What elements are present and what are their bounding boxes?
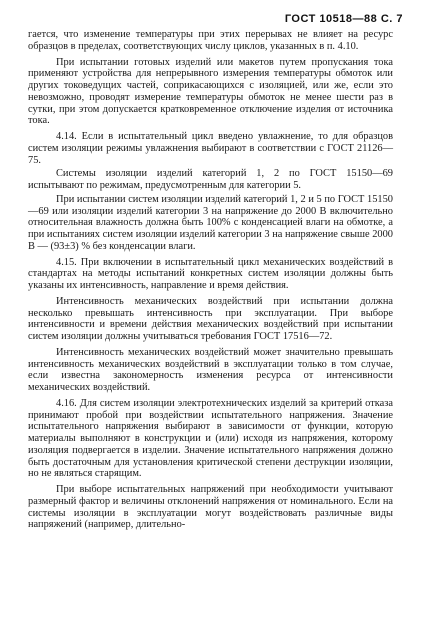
page-header: ГОСТ 10518—88 С. 7	[284, 13, 403, 25]
paragraph-4-16: 4.16. Для систем изоляции электротехнических изделий за критерий отказа принимают пробой при воздействии испытательного напряжения. Значение испытательного напряжения выбирают в зависимости от функции, которую материалы выполняют в конструкции и (или) исходя из напряжения, которому изоляция подвергается в изделии. Значение испытательного напряжения должно быть достаточным для установления критической степени деструкции изоляции, но не являться старящим.	[28, 397, 393, 480]
paragraph-4-15: 4.15. При включении в испытательный цикл механических воздействий в стандартах на методы испытаний конкретных систем изоляции должны быть указаны их интенсивность, направление и время действия.	[28, 256, 393, 291]
paragraph-continuation: гается, что изменение температуры при этих перерывах не влияет на ресурс образцов в пределах, соответствующих числу циклов, указанных в п. 4.10.	[28, 29, 393, 52]
paragraph-humidity: При испытании систем изоляции изделий категорий 1, 2 и 5 по ГОСТ 15150—69 или изоляции изделий категории 3 на напряжение до 2000 В включительно относительная влажность должна быть 100% с конденсацией влаги на обмотке, а при испытаниях систем изоляции изделий категории 3 на напряжение свыше 2000 В — (93±3) % без конденсации влаги.	[28, 193, 394, 252]
paragraph-test-voltage: При выборе испытательных напряжений при необходимости учитывают размерный фактор и величины отклонений напряжения от номинального. Если на системы изоляции в эксплуатации могут воздействовать различные виды напряжений (например, длительно-	[28, 484, 393, 531]
paragraph-temperature-measurement: При испытании готовых изделий или макетов путем пропускания тока применяют устройства для непрерывного измерения температуры обмоток или других токоведущих частей, соприкасающихся с изоляцией, или же, если это невозможно, проводят измерение температуры обмоток не менее шести раз в сутки, при этом допускается кратковременное отключение изделия от источника тока.	[28, 56, 393, 127]
paragraph-intensity-exceed: Интенсивность механических воздействий может значительно превышать интенсивность механических воздействий в эксплуатации только в том случае, если известна закономерность изменения ресурса от интенсивности механических воздействий.	[28, 346, 393, 393]
paragraph-4-14: 4.14. Если в испытательный цикл введено увлажнение, то для образцов систем изоляции режимы увлажнения выбирают в соответствии с ГОСТ 21126—75.	[28, 131, 393, 166]
document-body	[28, 29, 393, 535]
paragraph-categories: Системы изоляции изделий категорий 1, 2 по ГОСТ 15150—69 испытывают по режимам, предусмотренным для категории 5.	[28, 168, 393, 191]
paragraph-intensity: Интенсивность механических воздействий при испытании должна несколько превышать интенсивность при эксплуатации. При выборе интенсивности и времени действия механических воздействий при испытании систем изоляции должны учитываться требования ГОСТ 17516—72.	[28, 295, 393, 342]
